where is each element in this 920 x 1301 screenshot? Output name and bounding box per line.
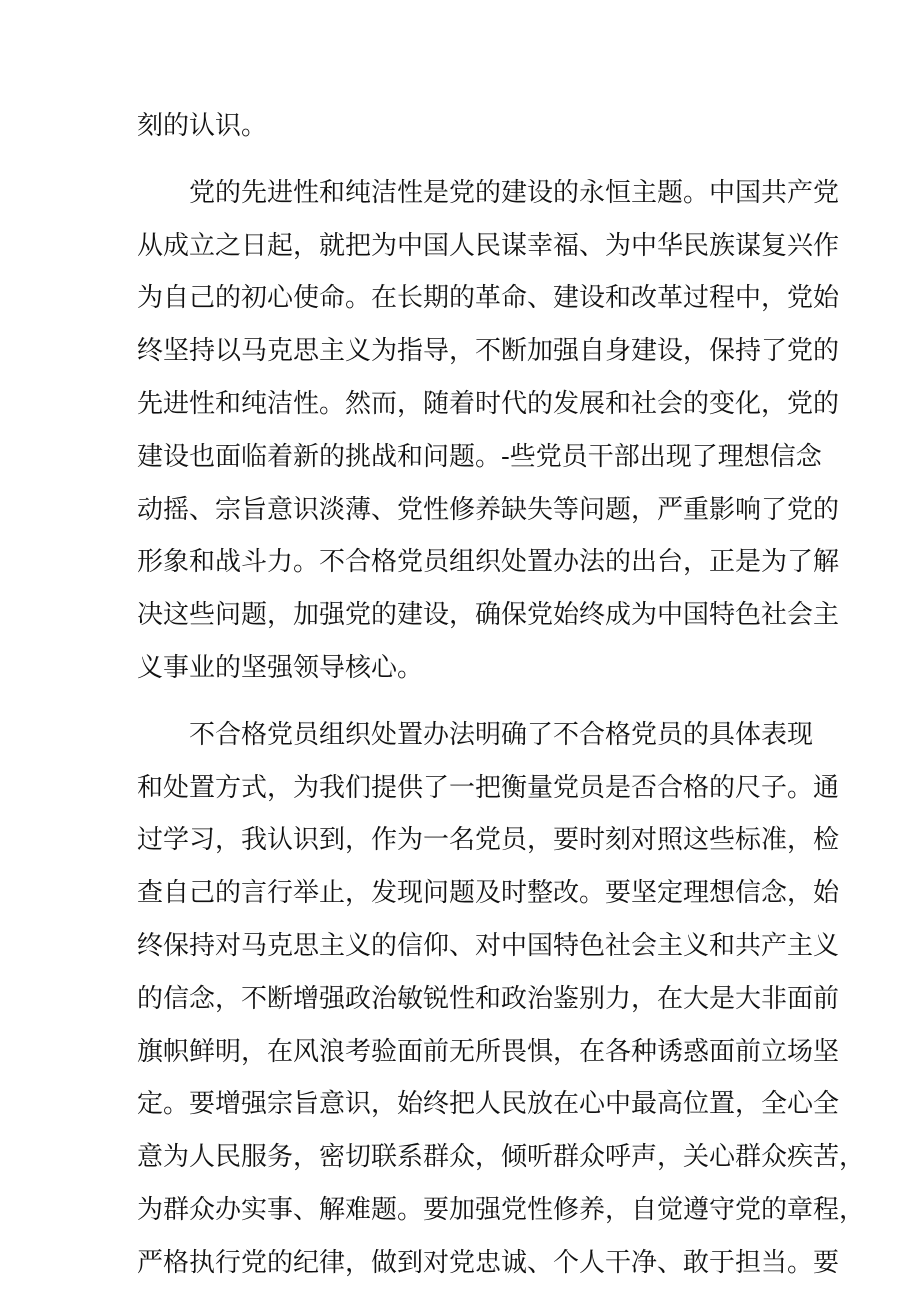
- text-line: 和处置方式，为我们提供了一把衡量党员是否合格的尺子。通: [137, 772, 840, 803]
- text-line: 形象和战斗力。不合格党员组织处置办法的出台，正是为了解: [137, 547, 840, 578]
- text-line: 定。要增强宗旨意识，始终把人民放在心中最高位置，全心全: [137, 1089, 840, 1120]
- paragraph-gap: [137, 695, 797, 709]
- text-line: 动摇、宗旨意识淡薄、党性修养缺失等问题，严重影响了党的: [137, 494, 840, 525]
- paragraph-1: [137, 100, 797, 153]
- paragraph-3: [137, 709, 866, 1290]
- document-body: [137, 100, 866, 1290]
- text-line: 从成立之日起，就把为中国人民谋幸福、为中华民族谋复兴作: [137, 230, 840, 261]
- text-line: 决这些问题，加强党的建设，确保党始终成为中国特色社会主: [137, 600, 840, 631]
- text-line: 先进性和纯洁性。然而，随着时代的发展和社会的变化，党的: [137, 388, 840, 419]
- text-line: 过学习，我认识到，作为一名党员，要时刻对照这些标准，检: [137, 825, 840, 856]
- text-line: 为自己的初心使命。在长期的革命、建设和改革过程中，党始: [137, 283, 840, 314]
- text-line: 的信念，不断增强政治敏锐性和政治鉴别力，在大是大非面前: [137, 983, 840, 1014]
- paragraph-gap: [137, 153, 797, 167]
- text-line: 为群众办实事、解难题。要加强党性修养，自觉遵守党的章程，: [137, 1194, 866, 1225]
- text-line: 意为人民服务，密切联系群众，倾听群众呼声，关心群众疾苦，: [137, 1142, 866, 1173]
- text-line: 义事业的坚强领导核心。: [137, 652, 424, 683]
- text-line: 不合格党员组织处置办法明确了不合格党员的具体表现: [189, 719, 814, 750]
- text-line: 建设也面临着新的挑战和问题。-些党员干部出现了理想信念: [137, 441, 822, 472]
- text-line: 终坚持以马克思主义为指导，不断加强自身建设，保持了党的: [137, 336, 840, 367]
- text-line: 旗帜鲜明，在风浪考验面前无所畏惧，在各种诱惑面前立场坚: [137, 1036, 840, 1067]
- text-line: 刻的认识。: [137, 111, 268, 141]
- text-line: 查自己的言行举止，发现问题及时整改。要坚定理想信念，始: [137, 878, 840, 909]
- paragraph-2: [137, 167, 840, 695]
- text-line: 终保持对马克思主义的信仰、对中国特色社会主义和共产主义: [137, 930, 840, 961]
- text-line: 党的先进性和纯洁性是党的建设的永恒主题。中国共产党: [189, 177, 840, 208]
- text-line: 严格执行党的纪律，做到对党忠诚、个人干净、敢于担当。要: [137, 1247, 840, 1278]
